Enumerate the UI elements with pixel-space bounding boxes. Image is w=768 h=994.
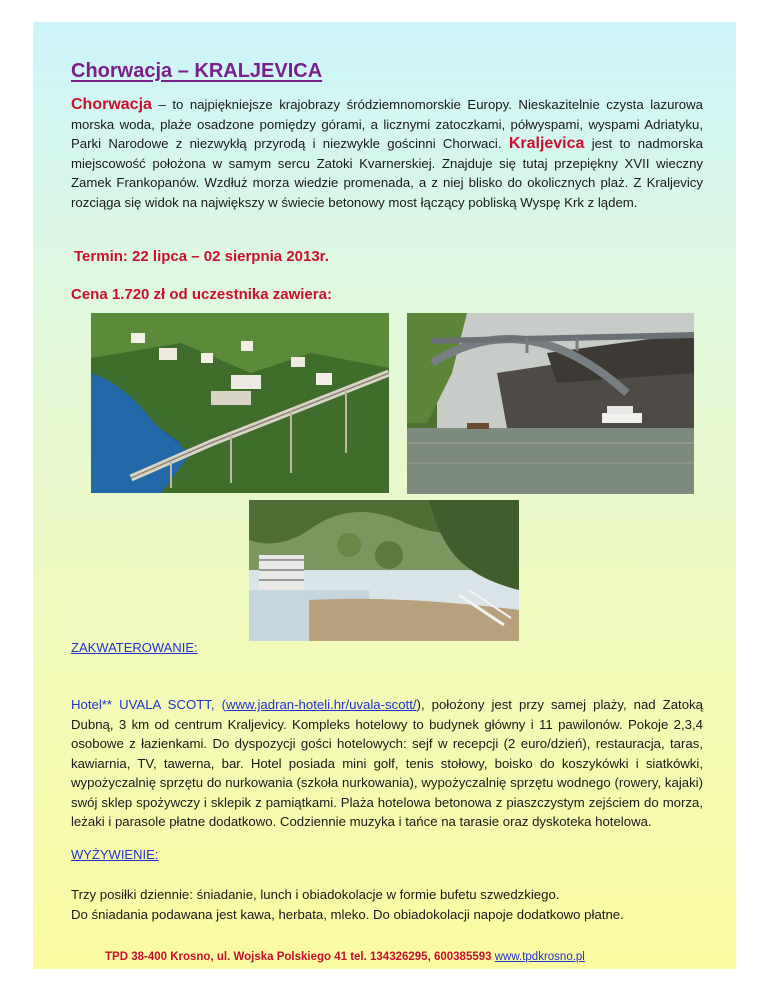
coast-viaduct-photo [91, 313, 389, 493]
board-paragraph [71, 885, 711, 924]
footer-text: TPD 38-400 Krosno, ul. Wojska Polskiego 41 tel. 134326295, 600385593 [105, 951, 495, 963]
intro-lead-kraljevica: Kraljevica [508, 135, 585, 152]
accommodation-paragraph [71, 695, 703, 832]
hotel-name: Hotel** UVALA SCOTT [71, 697, 211, 712]
krk-bridge-photo [407, 313, 694, 494]
board-line-2: Do śniadania podawana jest kawa, herbata, mleko. Do obiadokolacji napoje dodatkowo płatne. [71, 906, 624, 922]
intro-paragraph [71, 95, 703, 212]
accommodation-heading: ZAKWATEROWANIE: [71, 640, 198, 655]
board-heading: WYŻYWIENIE: [71, 847, 159, 862]
trip-price: Cena 1.720 zł od uczestnika zawiera: [71, 286, 332, 303]
board-line-1: Trzy posiłki dziennie: śniadanie, lunch i obiadokolacje w formie bufetu szwedzkiego. [71, 887, 560, 902]
footer-contact [105, 951, 585, 963]
intro-lead-croatia: Chorwacja [71, 96, 152, 113]
hotel-pines-photo [249, 500, 519, 641]
intro-text-kraljevica: jest to nadmorska miejscowość położona w samym sercu Zatoki Kvarnerskiej. Znajduje się tutaj przepiękny XVII wieczny Zamek Frankopanów. Wzdłuż morza wiedzie promenada, a z niej blisko do okolicznych plaż. Z Kraljevicy rozciąga się widok na największy w świecie betonowy most łączący pobliską Wyspę Krk z lądem. [71, 136, 704, 210]
document-page [33, 22, 736, 969]
hotel-link[interactable]: www.jadran-hoteli.hr/uvala-scott/ [225, 697, 417, 712]
page-title: Chorwacja – KRALJEVICA [71, 60, 323, 82]
accommodation-text: ), położony jest przy samej plaży, nad Zatoką Dubną, 3 km od centrum Kraljevicy. Kompleks hotelowy to budynek główny i 11 pawilonów. Pokoje 2,3,4 osobowe z łazienkami. Do dyspozycji gości hotelowych: sejf w recepcji (2 euro/dzień), restauracja, taras, kawiarnia, TV, tawerna, bar. Hotel posiada mini golf, tenis stołowy, boisko do koszykówki i siatkówki, wypożyczalnię sprzętu do nurkowania (szkoła nurkowania), wypożyczalnię sprzętu wodnego (rowery, kajaki) swój sklep spożywczy i sklepik z pamiątkami. Plaża hotelowa betonowa z piaszczystym zejściem do morza, leżaki i parasole płatne dodatkowo. Codziennie muzyka i tańce na tarasie oraz dyskoteka hotelowa. [71, 697, 703, 829]
intro-text-croatia: – to najpiękniejsze krajobrazy śródziemnomorskie Europy. Nieskazitelnie czysta lazurowa morska woda, plaże osadzone pomiędzy górami, a licznymi zatoczkami, półwyspami, wyspami Adriatyku, Parki Narodowe z niezwykłą przyrodą i niezwykle gościnni Chorwaci. [71, 97, 703, 151]
hotel-name-separator: , ( [210, 697, 226, 712]
footer-link[interactable]: www.tpdkrosno.pl [494, 951, 585, 963]
trip-dates: Termin: 22 lipca – 02 sierpnia 2013r. [74, 248, 329, 265]
